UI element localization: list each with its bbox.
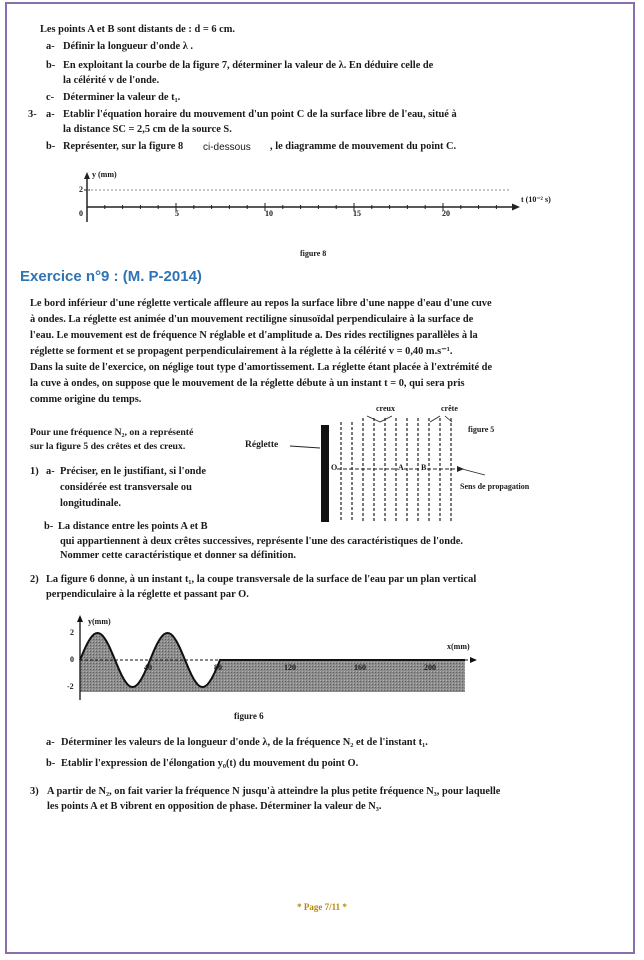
fig6-x-tick-label: 160 [354, 663, 366, 672]
freq-intro-line: Pour une fréquence N₂, on a représenté [30, 427, 194, 438]
q1b-line: La distance entre les points A et B [58, 521, 208, 532]
fig5-creux-label: creux [376, 404, 395, 413]
fig6-y-tick-label: -2 [67, 682, 74, 691]
q2b-line2: la célérité v de l'onde. [63, 75, 160, 86]
q3a-line1: Etablir l'équation horaire du mouvement d'un point C de la surface libre de l'eau, situé à [63, 109, 457, 120]
freq-intro-line: sur la figure 5 des crêtes et des creux. [30, 441, 186, 452]
q1-number: 1) [30, 466, 39, 477]
q1b-line: qui appartiennent à deux crêtes successives, représente l'une des caractéristiques de l'onde. [60, 536, 463, 547]
intro-line: l'eau. Le mouvement est de fréquence N réglable et d'amplitude a. Des rides rectilignes parallèles à la [30, 330, 478, 341]
q1a-line: longitudinale. [60, 498, 121, 509]
fig6-y-arrow [77, 615, 83, 622]
q3-line: A partir de N₂, on fait varier la fréquence N jusqu'à atteindre la plus petite fréquence N₃, pour laquelle [47, 786, 501, 797]
fig8-x-tick-label: 15 [353, 209, 361, 218]
q2-line: perpendiculaire à la réglette et passant par O. [46, 589, 249, 600]
fig6-x-label: x(mm) [447, 642, 470, 651]
q2b-label: b- [46, 758, 56, 769]
q2a-label: a- [46, 737, 55, 748]
q2b-text: Etablir l'expression de l'élongation y₀(t) du mouvement du point O. [61, 758, 359, 769]
fig5-point-A: A [398, 463, 404, 472]
q2c-text: Déterminer la valeur de t₁. [63, 92, 181, 103]
page-number: * Page 7/11 * [297, 902, 347, 912]
q2-line: La figure 6 donne, à un instant t₁, la coupe transversale de la surface de l'eau par un plan vertical [46, 574, 477, 585]
fig6-x-tick-label: 200 [424, 663, 436, 672]
q3b-inserted-text: ci-dessous [203, 142, 251, 153]
q1a-label: a- [46, 466, 55, 477]
fig6-x-tick-label: 40 [144, 663, 152, 672]
intro-line: à ondes. La réglette est animée d'un mouvement rectiligne sinusoïdal perpendiculaire à la surface de [30, 314, 474, 325]
fig6-x-tick-label: 80 [214, 663, 222, 672]
q2c-label: c- [46, 92, 55, 103]
q2b-line1: En exploitant la courbe de la figure 7, déterminer la valeur de λ. En déduire celle de [63, 60, 434, 71]
fig5-propagation-label: Sens de propagation [460, 482, 530, 491]
q2a-label: a- [46, 41, 55, 52]
q1b-label: b- [44, 521, 54, 532]
fig5-point-B: B [421, 463, 427, 472]
fig6-y-tick-label: 0 [70, 655, 74, 664]
fig6-y-tick-label: 2 [70, 628, 74, 637]
distance-statement: Les points A et B sont distants de : d = 6 cm. [40, 24, 235, 35]
fig8-y-tick-label: 2 [79, 185, 83, 194]
fig6-x-arrow [470, 657, 477, 663]
intro-line: Le bord inférieur d'une réglette verticale affleure au repos la surface libre d'une nappe d'eau d'une cuve [30, 298, 492, 309]
intro-line: réglette se forment et se propagent perpendiculairement à la réglette à la célérité v = 0,40 m.s⁻¹. [30, 346, 453, 357]
q3b-text-after: , le diagramme de mouvement du point C. [270, 141, 457, 152]
q1b-line: Nommer cette caractéristique et donner sa définition. [60, 550, 296, 561]
intro-line: comme origine du temps. [30, 394, 142, 405]
fig8-x-tick-label: 10 [265, 209, 273, 218]
exercise-title: Exercice n°9 : (M. P-2014) [20, 268, 202, 285]
q2-number: 2) [30, 574, 39, 585]
q3b-text-before: Représenter, sur la figure 8 [63, 141, 184, 152]
q2a-text: Définir la longueur d'onde λ . [63, 41, 194, 52]
fig6-x-tick-label: 120 [284, 663, 296, 672]
fig5-crete-label: crête [441, 404, 458, 413]
q2a-text: Déterminer les valeurs de la longueur d'onde λ, de la fréquence N₂ et de l'instant t₁. [61, 737, 428, 748]
fig8-x-unit: t (10⁻² s) [521, 195, 551, 204]
fig8-caption: figure 8 [300, 249, 327, 258]
fig8-y-label: y (mm) [92, 170, 117, 179]
q3-number: 3- [28, 109, 37, 120]
q1a-line: considérée est transversale ou [60, 482, 192, 493]
fig8-origin-label: 0 [79, 209, 83, 218]
fig5-reglette-label: Réglette [245, 440, 279, 450]
q3b-label: b- [46, 141, 56, 152]
q2b-label: b- [46, 60, 56, 71]
q1a-line: Préciser, en le justifiant, si l'onde [60, 466, 206, 477]
fig8-x-tick-label: 5 [175, 209, 179, 218]
fig5-point-O: O [331, 463, 338, 472]
q3-number: 3) [30, 786, 39, 797]
q3a-label: a- [46, 109, 55, 120]
fig6-caption: figure 6 [234, 711, 264, 721]
intro-line: la cuve à ondes, on suppose que le mouvement de la réglette débute à un instant t = 0, qui sera pris [30, 378, 465, 389]
q3a-line2: la distance SC = 2,5 cm de la source S. [63, 124, 232, 135]
fig6-y-label: y(mm) [88, 617, 111, 626]
intro-line: Dans la suite de l'exercice, on néglige tout type d'amortissement. La réglette étant placée à l'extrémité de [30, 362, 493, 373]
fig8-x-tick-label: 20 [442, 209, 450, 218]
q3-line: les points A et B vibrent en opposition de phase. Déterminer la valeur de N₃. [47, 801, 382, 812]
fig5-caption: figure 5 [468, 425, 495, 434]
